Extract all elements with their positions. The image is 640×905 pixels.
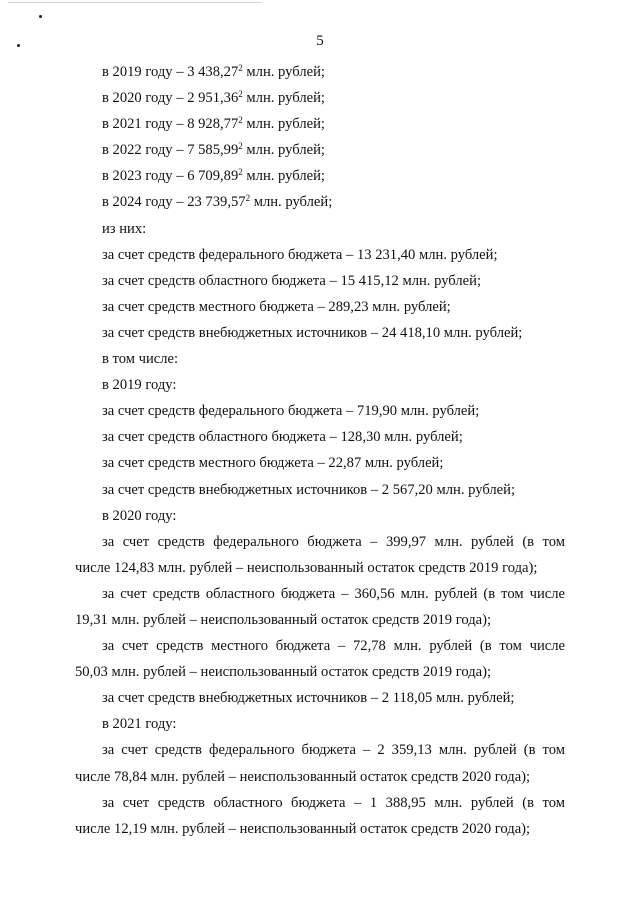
text-line: из них: bbox=[102, 220, 147, 237]
text-line: за счет средств федерального бюджета – 2 359,13 млн. рублей (в том bbox=[102, 742, 565, 759]
page-number: 5 bbox=[316, 33, 324, 49]
text-line: за счет средств областного бюджета – 15 415,12 млн. рублей; bbox=[102, 272, 481, 289]
text-line: за счет средств внебюджетных источников – 2 118,05 млн. рублей; bbox=[102, 690, 515, 707]
year-total-line: в 2022 году – 7 585,99$^2$ млн. рублей; bbox=[102, 141, 325, 159]
text-line: 50,03 млн. рублей – неиспользованный остаток средств 2019 года); bbox=[75, 664, 492, 681]
text-line: за счет средств федерального бюджета – 399,97 млн. рублей (в том bbox=[102, 533, 565, 550]
text-line: в том числе: bbox=[102, 351, 179, 368]
text-line: 19,31 млн. рублей – неиспользованный остаток средств 2019 года); bbox=[75, 611, 492, 628]
top-rule bbox=[8, 2, 262, 3]
text-line: за счет средств местного бюджета – 289,23 млн. рублей; bbox=[102, 298, 451, 315]
text-line: за счет средств областного бюджета – 1 388,95 млн. рублей (в том bbox=[102, 794, 565, 811]
year-total-line: в 2020 году – 2 951,36$^2$ млн. рублей; bbox=[102, 89, 325, 107]
text-line: числе 124,83 млн. рублей – неиспользованный остаток средств 2019 года); bbox=[75, 559, 538, 576]
text-line: в 2019 году: bbox=[102, 377, 177, 394]
text-line: за счет средств внебюджетных источников – 24 418,10 млн. рублей; bbox=[102, 324, 523, 341]
text-line: за счет средств внебюджетных источников – 2 567,20 млн. рублей; bbox=[102, 481, 516, 498]
text-line: за счет средств местного бюджета – 72,78 млн. рублей (в том числе bbox=[102, 638, 565, 655]
scan-mark bbox=[39, 15, 42, 18]
text-line: за счет средств областного бюджета – 128,30 млн. рублей; bbox=[102, 429, 463, 446]
text-line: за счет средств федерального бюджета – 719,90 млн. рублей; bbox=[102, 403, 480, 420]
year-total-line: в 2024 году – 23 739,57$^2$ млн. рублей; bbox=[102, 193, 333, 211]
document-body bbox=[75, 59, 565, 842]
text-line: за счет средств областного бюджета – 360,56 млн. рублей (в том числе bbox=[102, 585, 565, 602]
text-line: в 2021 году: bbox=[102, 716, 177, 733]
text-line: числе 78,84 млн. рублей – неиспользованный остаток средств 2020 года); bbox=[75, 768, 531, 785]
text-line: в 2020 году: bbox=[102, 507, 177, 524]
text-line: за счет средств федерального бюджета – 13 231,40 млн. рублей; bbox=[102, 246, 498, 263]
year-total-line: в 2019 году – 3 438,27$^2$ млн. рублей; bbox=[102, 63, 325, 80]
text-line: числе 12,19 млн. рублей – неиспользованный остаток средств 2020 года); bbox=[75, 820, 531, 837]
year-total-line: в 2023 году – 6 709,89$^2$ млн. рублей; bbox=[102, 167, 325, 185]
text-line: за счет средств местного бюджета – 22,87 млн. рублей; bbox=[102, 455, 444, 472]
year-total-line: в 2021 году – 8 928,77$^2$ млн. рублей; bbox=[102, 115, 325, 133]
